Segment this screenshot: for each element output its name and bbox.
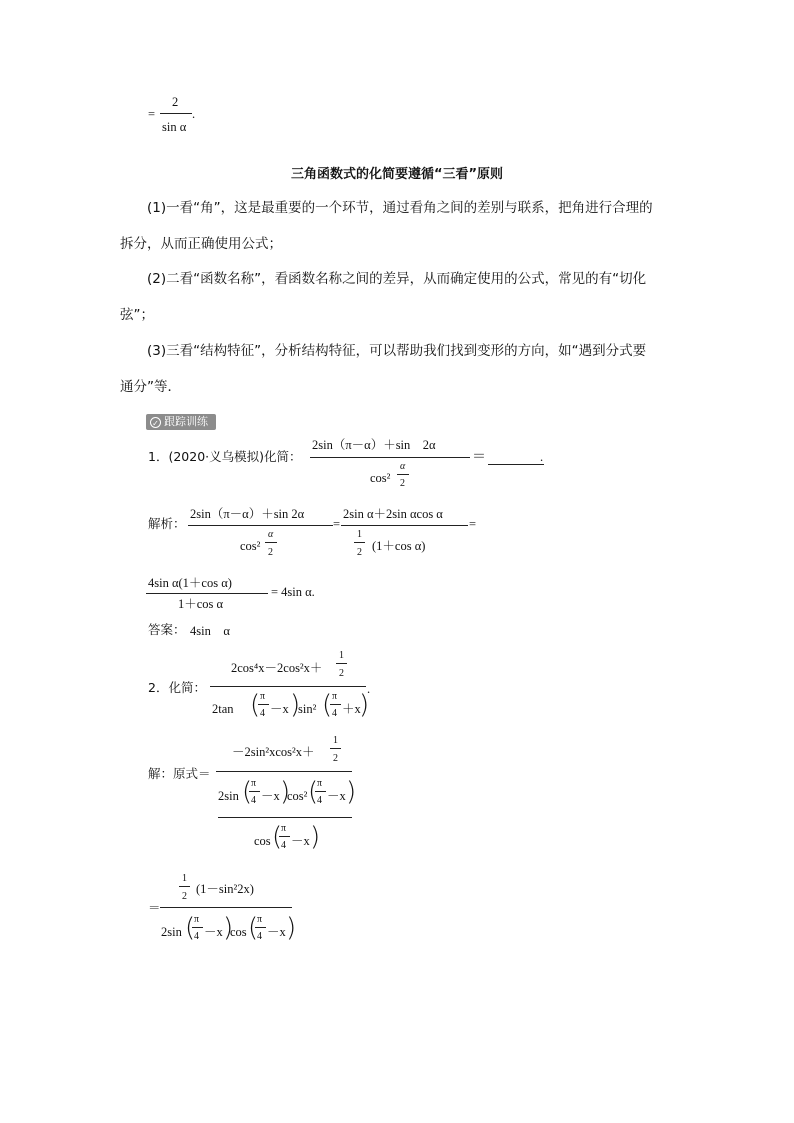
sol1-f2-den-rest: (1＋cos α) [372, 539, 426, 553]
q2-den-pi-2: π [332, 691, 338, 702]
q2-period: . [367, 682, 371, 696]
solution-1-label: 解析： [148, 516, 186, 531]
sol1-f3-denominator: 1＋cos α [178, 597, 224, 611]
sol1-eq-1: = [333, 517, 341, 531]
sol1-f2-bar [341, 525, 468, 526]
question-2-label: 2．化简： [148, 680, 206, 695]
answer-blank[interactable] [488, 463, 544, 465]
q2-den-paren-close-2: ) [359, 690, 370, 720]
sol1-f1-den-inner-bar [265, 542, 277, 543]
fraction-numerator: 2 [172, 95, 179, 109]
sol2-num-half-num: 1 [333, 735, 338, 746]
rule-2-line-2: 弦”； [120, 307, 154, 323]
rule-1-line-1: (1)一看“角”，这是最重要的一个环节，通过看角之间的差别与联系，把角进行合理的 [147, 200, 653, 216]
q1-period: . [540, 450, 544, 464]
sol3-den-pi-1: π [194, 914, 200, 925]
sol3-den-2sin: 2sin [161, 925, 182, 939]
sol1-f1-den-two: 2 [268, 547, 273, 558]
rule-1-line-2: 拆分，从而正确使用公式； [120, 236, 282, 252]
solution-2-label: 解：原式＝ [148, 766, 211, 781]
sol2-num-main: －2sin²xcos²x＋ [232, 745, 315, 759]
sol2-num-half-bar [330, 748, 341, 749]
sol2-den-cos: cos [254, 834, 271, 848]
sol3-den-paren-close-1: ) [223, 913, 234, 943]
sol2-mid-pi-2: π [317, 778, 323, 789]
sol1-f2-half-bar [354, 542, 365, 543]
rule-2-line-1: (2)二看“函数名称”，看函数名称之间的差异，从而确定使用的公式，常见的有“切化 [147, 271, 647, 287]
sol3-den-minus-x-2: －x [267, 925, 286, 939]
period: . [192, 107, 196, 121]
sol2-num-half-den: 2 [333, 753, 338, 764]
sol2-mid-four-1: 4 [251, 795, 256, 806]
sol2-mid-paren-open-1: ( [242, 777, 253, 807]
sol3-den-minus-x-1: －x [204, 925, 223, 939]
q2-den-pi-1: π [260, 691, 266, 702]
q1-den-alpha: α [400, 461, 406, 472]
q2-den-frac-bar-2 [330, 704, 341, 705]
sol2-main-bar [216, 771, 352, 772]
sol1-f1-den-cos: cos² [240, 539, 261, 553]
q2-main-bar [210, 686, 366, 687]
q1-den-inner-bar [397, 474, 409, 475]
equals-sign: = [148, 107, 156, 121]
q2-den-minus-x: －x [270, 702, 289, 716]
sol1-f1-den-alpha: α [268, 529, 274, 540]
sol2-mid-minus-x-1: －x [261, 789, 280, 803]
q2-den-frac-bar-1 [258, 704, 269, 705]
rule-3-line-1: (3)三看“结构特征”，分析结构特征，可以帮助我们找到变形的方向，如“遇到分式要 [147, 343, 647, 359]
sol1-f2-half-num: 1 [357, 529, 362, 540]
sol2-mid-2sin: 2sin [218, 789, 239, 803]
q2-den-sin2: sin² [298, 702, 317, 716]
sol3-half-den: 2 [182, 891, 187, 902]
rule-3-line-2: 通分”等． [120, 379, 181, 395]
q2-num-half-bar [336, 663, 347, 664]
sol3-den-four-1: 4 [194, 931, 199, 942]
q2-den-four-1: 4 [260, 708, 265, 719]
sol3-half-bar [179, 886, 190, 887]
fraction-bar [160, 113, 192, 114]
q2-den-paren-close-1: ) [290, 690, 301, 720]
sol1-f1-numerator: 2sin（π－α）＋sin 2α [190, 507, 305, 521]
q2-num-half-num: 1 [339, 650, 344, 661]
q2-num-half-den: 2 [339, 668, 344, 679]
sol3-den-cos: cos [230, 925, 247, 939]
q1-den-cos: cos² [370, 471, 391, 485]
sol2-mid-cos2: cos² [287, 789, 308, 803]
checkmark-icon: ✓ [150, 417, 161, 428]
fraction-denominator: sin α [162, 120, 187, 134]
sol3-equals: ＝ [148, 901, 161, 915]
sol1-f2-half-den: 2 [357, 547, 362, 558]
sol3-half-num: 1 [182, 873, 187, 884]
sol1-f1-bar [188, 525, 333, 526]
answer-label: 答案： [148, 622, 186, 637]
q2-den-paren-open-1: ( [250, 690, 261, 720]
q1-fraction-bar [310, 457, 470, 458]
q2-num-main: 2cos⁴x－2cos²x＋ [231, 661, 323, 675]
question-1-label: 1．(2020·义乌模拟)化简： [148, 449, 302, 464]
sol3-den-four-2: 4 [257, 931, 262, 942]
q1-den-two: 2 [400, 478, 405, 489]
sol3-den-pi-2: π [257, 914, 263, 925]
sol2-lower-bar [218, 817, 352, 818]
sol3-den-frac-bar-2 [255, 927, 266, 928]
sol2-mid-pi-1: π [251, 778, 257, 789]
q2-den-paren-open-2: ( [322, 690, 333, 720]
sol3-num-rest: (1－sin²2x) [196, 882, 254, 896]
q2-den-plus-x: ＋x [342, 702, 361, 716]
sol2-mid-frac-bar-2 [315, 791, 326, 792]
sol1-f3-bar [146, 593, 268, 594]
sol2-mid-paren-close-1: ) [280, 777, 291, 807]
section-heading: 三角函数式的化简要遵循“三看”原则 [290, 167, 504, 182]
sol3-den-frac-bar-1 [192, 927, 203, 928]
sol2-mid-paren-close-2: ) [346, 777, 357, 807]
sol2-mid-frac-bar-1 [249, 791, 260, 792]
sol2-den-four: 4 [281, 840, 286, 851]
sol1-f2-numerator: 2sin α＋2sin αcos α [343, 507, 443, 521]
q1-equals: ＝ [472, 450, 486, 465]
sol2-den-paren-open: ( [272, 822, 283, 852]
badge-label: 跟踪训练 [164, 415, 208, 428]
sol2-den-frac-bar [279, 836, 290, 837]
sol3-den-paren-close-2: ) [286, 913, 297, 943]
sol2-mid-paren-open-2: ( [308, 777, 319, 807]
sol3-den-paren-open-2: ( [248, 913, 259, 943]
sol3-den-paren-open-1: ( [185, 913, 196, 943]
sol2-mid-four-2: 4 [317, 795, 322, 806]
sol2-den-paren-close: ) [310, 822, 321, 852]
sol2-den-minus-x: －x [291, 834, 310, 848]
sol2-den-pi: π [281, 823, 287, 834]
answer-value: 4sin α [190, 624, 230, 638]
q2-den-tan: 2tan [212, 702, 234, 716]
tracking-practice-badge [146, 414, 216, 430]
q1-numerator: 2sin（π－α）＋sin 2α [312, 438, 436, 452]
sol2-mid-minus-x-2: －x [327, 789, 346, 803]
sol3-main-bar [160, 907, 292, 908]
sol1-f3-numerator: 4sin α(1＋cos α) [148, 576, 232, 590]
q2-den-four-2: 4 [332, 708, 337, 719]
sol1-f3-result: = 4sin α. [271, 585, 315, 599]
sol1-eq-2: = [469, 517, 477, 531]
